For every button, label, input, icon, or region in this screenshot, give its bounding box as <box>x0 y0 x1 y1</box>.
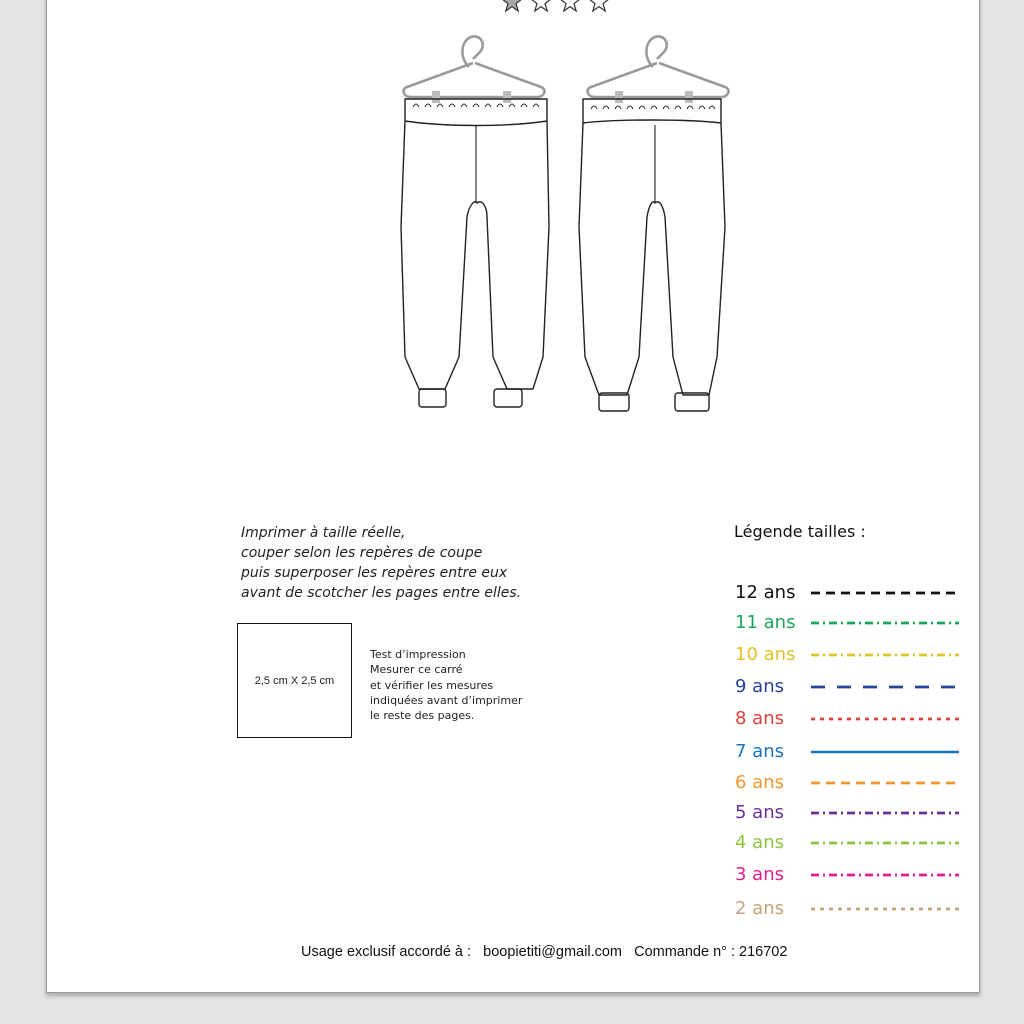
test-text-line: Test d’impression <box>370 648 466 661</box>
instruction-line: puis superposer les repères entre eux <box>241 565 508 581</box>
star-icon <box>531 0 551 11</box>
legend-line-swatch <box>811 775 961 791</box>
legend-line-swatch <box>811 647 961 663</box>
order-number: Commande n° : 216702 <box>634 944 788 960</box>
test-text-line: indiquées avant d’imprimer <box>370 693 523 707</box>
legend-line-swatch <box>811 835 961 851</box>
legend-item-label: 11 ans <box>735 612 796 633</box>
legend-item <box>735 705 975 735</box>
legend-item <box>735 895 975 925</box>
legend-line-swatch <box>811 615 961 631</box>
size-legend <box>735 579 975 924</box>
print-instructions <box>241 523 521 603</box>
legend-item <box>735 799 975 829</box>
legend-line-swatch <box>811 867 961 883</box>
legend-item <box>735 673 975 703</box>
legend-item-label: 9 ans <box>735 676 784 697</box>
legend-item <box>735 641 975 671</box>
pants-front-view <box>401 36 549 407</box>
star-icon <box>502 0 522 11</box>
legend-item-label: 7 ans <box>735 741 784 762</box>
legend-item-label: 10 ans <box>735 644 796 665</box>
legend-title: Légende tailles : <box>734 522 866 541</box>
usage-label: Usage exclusif accordé à : <box>301 944 472 960</box>
test-text-line: et vérifier les mesures <box>370 678 494 692</box>
legend-line-swatch <box>811 744 961 760</box>
instruction-line: avant de scotcher les pages entre elles. <box>241 585 522 601</box>
instruction-line: couper selon les repères de coupe <box>241 545 483 561</box>
test-text-line: le reste des pages. <box>370 709 475 723</box>
legend-item <box>735 861 975 891</box>
legend-item-label: 3 ans <box>735 864 784 885</box>
legend-line-swatch <box>811 901 961 917</box>
legend-item-label: 8 ans <box>735 708 784 729</box>
legend-line-swatch <box>811 679 961 695</box>
test-square-label: 2,5 cm X 2,5 cm <box>254 674 335 687</box>
license-footer <box>301 944 787 960</box>
star-icon <box>560 0 580 11</box>
pants-technical-drawing <box>387 27 737 417</box>
legend-line-swatch <box>811 585 961 601</box>
legend-item-label: 5 ans <box>735 802 784 823</box>
legend-item <box>735 609 975 639</box>
legend-line-swatch <box>811 805 961 821</box>
legend-item-label: 6 ans <box>735 772 784 793</box>
test-print-text <box>370 647 522 723</box>
test-print-square <box>237 623 352 738</box>
instruction-line: Imprimer à taille réelle, <box>241 525 406 541</box>
legend-line-swatch <box>811 711 961 727</box>
legend-item-label: 4 ans <box>735 832 784 853</box>
legend-item <box>735 769 975 799</box>
test-text-line: Mesurer ce carré <box>370 663 463 677</box>
legend-item <box>735 738 975 768</box>
difficulty-rating <box>500 0 616 16</box>
hanger-icon <box>404 36 545 103</box>
star-icon <box>589 0 609 11</box>
hanger-icon <box>588 36 729 103</box>
legend-item <box>735 829 975 859</box>
pattern-page <box>46 0 980 993</box>
pants-back-view <box>579 36 728 411</box>
licensee-email: boopietiti@gmail.com <box>483 944 622 960</box>
legend-item-label: 12 ans <box>735 582 796 603</box>
legend-item-label: 2 ans <box>735 898 784 919</box>
legend-item <box>735 579 975 609</box>
